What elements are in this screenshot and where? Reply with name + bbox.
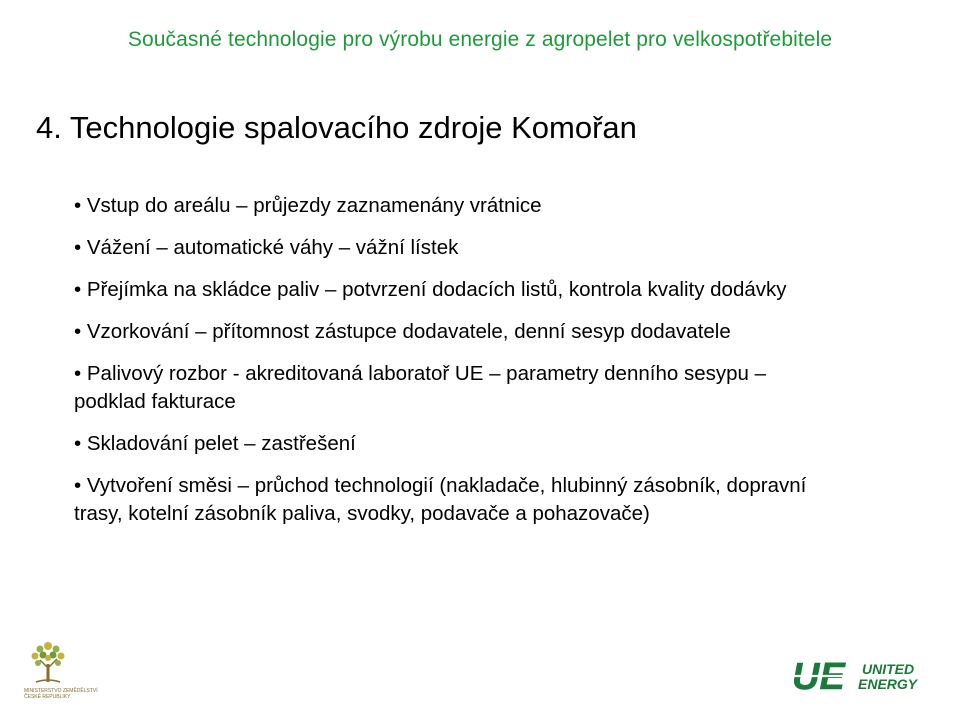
united-energy-logo bbox=[790, 656, 940, 696]
ue-monogram: UE bbox=[792, 656, 845, 696]
slide-title: 4. Technologie spalovacího zdroje Komořan bbox=[36, 110, 637, 145]
ministry-logo bbox=[20, 636, 110, 706]
company-name-line1: UNITED bbox=[862, 661, 915, 677]
bullet-item: • Vytvoření směsi – průchod technologií (nakladače, hlubinný zásobník, dopravní trasy, kotelní zásobník paliva, svodky, podavače a pohazovače) bbox=[74, 472, 824, 528]
bullet-item: • Skladování pelet – zastřešení bbox=[74, 430, 824, 458]
company-name-line2: ENERGY bbox=[858, 676, 918, 692]
header-banner: Současné technologie pro výrobu energie z agropelet pro velkospotřebitele bbox=[127, 28, 833, 51]
tree-logo-icon bbox=[26, 638, 70, 688]
ministry-name-line2: ČESKÉ REPUBLIKY bbox=[24, 694, 71, 700]
bullet-item: • Přejímka na skládce paliv – potvrzení dodacích listů, kontrola kvality dodávky bbox=[74, 276, 824, 304]
bullet-item: • Vstup do areálu – průjezdy zaznamenány vrátnice bbox=[74, 192, 824, 220]
ministry-name-line1: MINISTERSTVO ZEMĚDĚLSTVÍ bbox=[24, 688, 98, 694]
bullet-item: • Palivový rozbor - akreditovaná laboratoř UE – parametry denního sesypu – podklad fakturace bbox=[74, 360, 824, 416]
bullet-list bbox=[74, 192, 824, 542]
bullet-item: • Vzorkování – přítomnost zástupce dodavatele, denní sesyp dodavatele bbox=[74, 318, 824, 346]
bullet-item: • Vážení – automatické váhy – vážní lístek bbox=[74, 234, 824, 262]
united-energy-logo-icon bbox=[790, 656, 940, 696]
